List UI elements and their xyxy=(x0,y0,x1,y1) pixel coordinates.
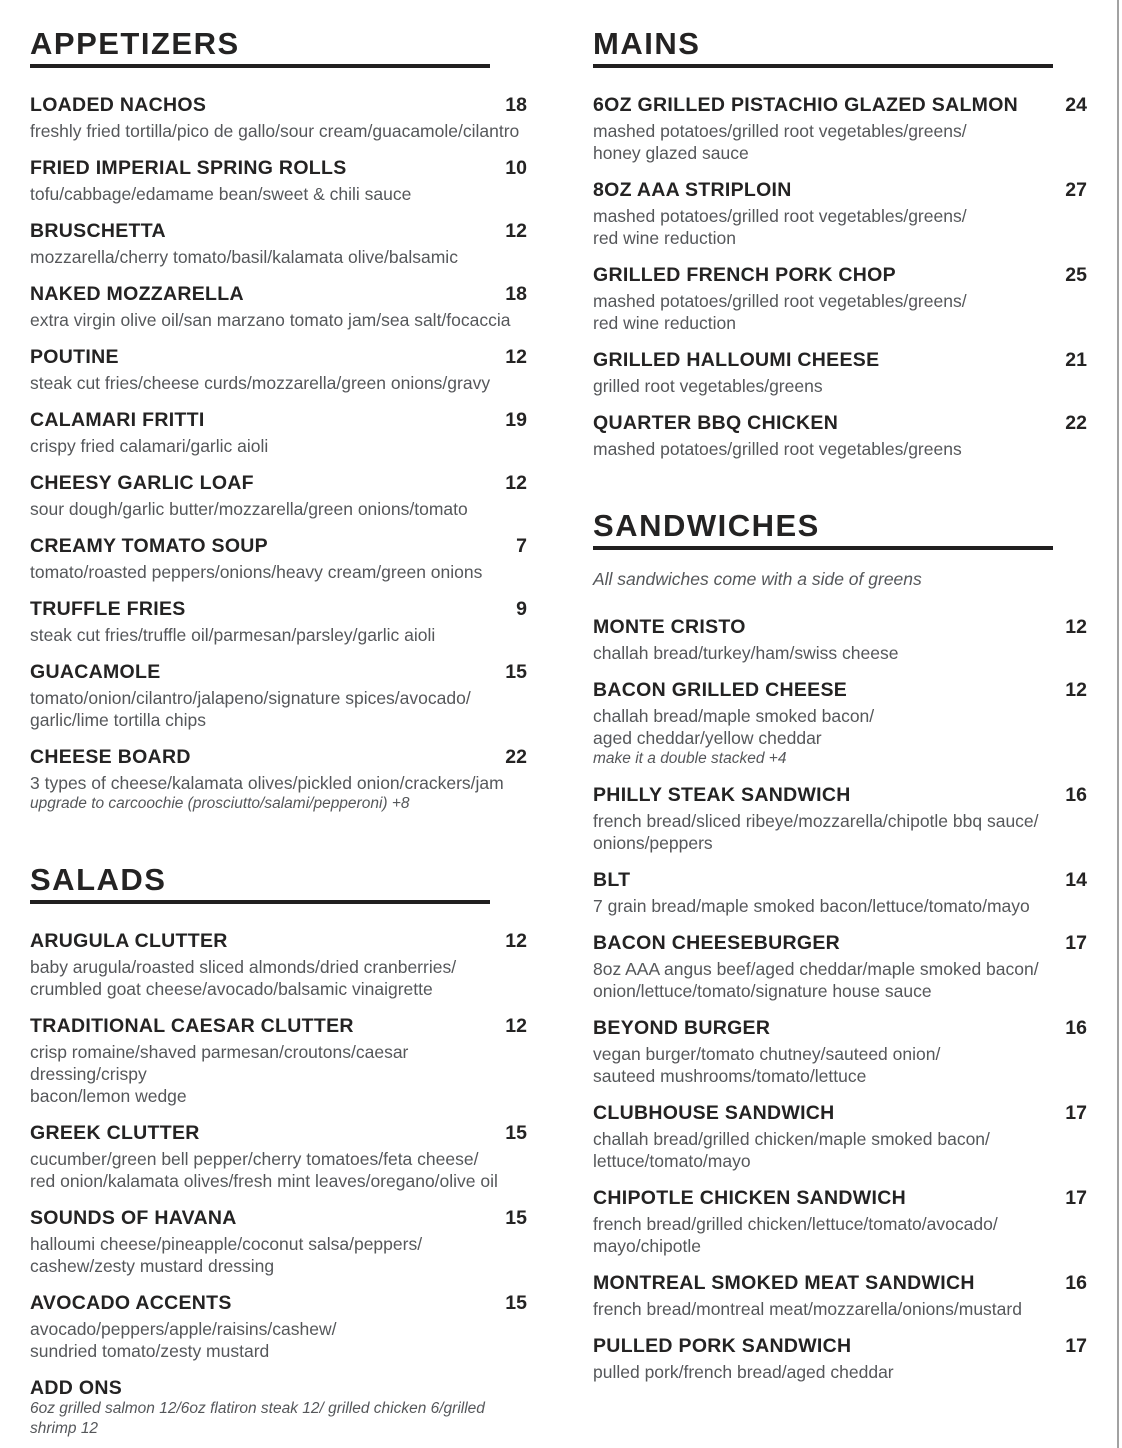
item-header xyxy=(593,349,1087,371)
item-name: NAKED MOZZARELLA xyxy=(30,283,244,305)
item-price: 16 xyxy=(1065,1017,1087,1039)
item-price: 21 xyxy=(1065,349,1087,371)
item-header xyxy=(593,179,1087,201)
item-description-line: bacon/lemon wedge xyxy=(30,1086,187,1106)
item-description xyxy=(30,956,527,1000)
item-name: PULLED PORK SANDWICH xyxy=(593,1335,852,1357)
item-header xyxy=(30,1015,527,1037)
menu-item xyxy=(593,264,1087,334)
item-description xyxy=(593,958,1087,1002)
menu-item xyxy=(593,1272,1087,1320)
menu-item xyxy=(593,616,1087,664)
item-description-line: challah bread/turkey/ham/swiss cheese xyxy=(593,643,899,663)
menu-item xyxy=(30,661,527,731)
menu-section xyxy=(593,510,1087,1383)
item-description xyxy=(593,438,1087,460)
section-items xyxy=(593,616,1087,1383)
menu-item xyxy=(593,349,1087,397)
item-price: 16 xyxy=(1065,1272,1087,1294)
item-description xyxy=(30,183,527,205)
item-name: MONTE CRISTO xyxy=(593,616,746,638)
item-price: 9 xyxy=(516,598,527,620)
item-description-line: french bread/sliced ribeye/mozzarella/chipotle bbq sauce/ xyxy=(593,811,1039,831)
item-price: 24 xyxy=(1065,94,1087,116)
item-header xyxy=(30,1377,527,1399)
menu-item xyxy=(30,1377,527,1439)
item-description xyxy=(593,120,1087,164)
item-price: 15 xyxy=(505,1292,527,1314)
item-description xyxy=(593,810,1087,854)
item-description-line: freshly fried tortilla/pico de gallo/sour cream/guacamole/cilantro xyxy=(30,121,520,141)
item-header xyxy=(593,94,1087,116)
item-price: 12 xyxy=(505,220,527,242)
item-price: 15 xyxy=(505,1122,527,1144)
item-name: PHILLY STEAK SANDWICH xyxy=(593,784,851,806)
item-description xyxy=(30,309,527,331)
item-name: BLT xyxy=(593,869,631,891)
menu-item xyxy=(593,679,1087,769)
item-description-line: grilled root vegetables/greens xyxy=(593,376,823,396)
menu-item xyxy=(30,94,527,142)
item-description xyxy=(593,1361,1087,1383)
item-description-line: aged cheddar/yellow cheddar xyxy=(593,728,822,748)
item-name: LOADED NACHOS xyxy=(30,94,207,116)
item-price: 12 xyxy=(505,472,527,494)
item-header xyxy=(30,1122,527,1144)
item-name: GREEK CLUTTER xyxy=(30,1122,200,1144)
item-name: QUARTER BBQ CHICKEN xyxy=(593,412,839,434)
item-header xyxy=(593,264,1087,286)
item-name: AVOCADO ACCENTS xyxy=(30,1292,232,1314)
item-description-line: mashed potatoes/grilled root vegetables/greens xyxy=(593,439,962,459)
item-name: ARUGULA CLUTTER xyxy=(30,930,228,952)
item-header xyxy=(30,746,527,768)
item-name: TRADITIONAL CAESAR CLUTTER xyxy=(30,1015,354,1037)
item-header xyxy=(593,869,1087,891)
item-price: 18 xyxy=(505,94,527,116)
menu-item xyxy=(593,869,1087,917)
item-name: GUACAMOLE xyxy=(30,661,161,683)
item-description-line: tofu/cabbage/edamame bean/sweet & chili sauce xyxy=(30,184,412,204)
item-description-line: extra virgin olive oil/san marzano tomato jam/sea salt/focaccia xyxy=(30,310,511,330)
item-description xyxy=(593,205,1087,249)
menu-item xyxy=(593,1335,1087,1383)
item-description xyxy=(593,1128,1087,1172)
item-header xyxy=(30,346,527,368)
item-header xyxy=(30,535,527,557)
item-description-line: baby arugula/roasted sliced almonds/dried cranberries/ xyxy=(30,957,457,977)
item-price: 15 xyxy=(505,1207,527,1229)
item-price: 14 xyxy=(1065,869,1087,891)
item-description-line: red onion/kalamata olives/fresh mint leaves/oregano/olive oil xyxy=(30,1171,498,1191)
item-description xyxy=(30,1041,527,1107)
menu-item xyxy=(30,472,527,520)
item-header xyxy=(30,1207,527,1229)
item-header xyxy=(593,616,1087,638)
item-description-line: french bread/montreal meat/mozzarella/onions/mustard xyxy=(593,1299,1022,1319)
item-description-line: mashed potatoes/grilled root vegetables/greens/ xyxy=(593,121,967,141)
item-price: 12 xyxy=(505,1015,527,1037)
item-description-line: steak cut fries/truffle oil/parmesan/parsley/garlic aioli xyxy=(30,625,436,645)
item-header xyxy=(593,1272,1087,1294)
item-header xyxy=(593,784,1087,806)
menu-item xyxy=(593,1187,1087,1257)
section-title: MAINS xyxy=(593,26,701,61)
item-name: MONTREAL SMOKED MEAT SANDWICH xyxy=(593,1272,975,1294)
menu-item xyxy=(30,409,527,457)
item-description xyxy=(593,642,1087,664)
item-description-line: avocado/peppers/apple/raisins/cashew/ xyxy=(30,1319,337,1339)
item-description-line: red wine reduction xyxy=(593,228,736,248)
menu-item xyxy=(30,930,527,1000)
item-description xyxy=(30,1318,527,1362)
item-description-line: lettuce/tomato/mayo xyxy=(593,1151,751,1171)
menu-item xyxy=(30,598,527,646)
item-name: GRILLED FRENCH PORK CHOP xyxy=(593,264,896,286)
item-description xyxy=(593,1298,1087,1320)
item-description-line: onion/lettuce/tomato/signature house sauce xyxy=(593,981,932,1001)
item-description-line: red wine reduction xyxy=(593,313,736,333)
item-description-line: vegan burger/tomato chutney/sauteed onion/ xyxy=(593,1044,941,1064)
menu-item xyxy=(593,784,1087,854)
item-header xyxy=(30,220,527,242)
item-description-line: sauteed mushrooms/tomato/lettuce xyxy=(593,1066,867,1086)
item-description-line: cucumber/green bell pepper/cherry tomatoes/feta cheese/ xyxy=(30,1149,479,1169)
section-title: APPETIZERS xyxy=(30,26,240,61)
item-description-line: crispy fried calamari/garlic aioli xyxy=(30,436,269,456)
item-description-line: tomato/onion/cilantro/jalapeno/signature spices/avocado/ xyxy=(30,688,471,708)
item-price: 25 xyxy=(1065,264,1087,286)
menu-item xyxy=(30,157,527,205)
section-rule xyxy=(593,546,1053,550)
item-name: CLUBHOUSE SANDWICH xyxy=(593,1102,835,1124)
item-description xyxy=(30,498,527,520)
item-name: BACON CHEESEBURGER xyxy=(593,932,841,954)
item-description xyxy=(593,705,1087,749)
item-description xyxy=(593,290,1087,334)
item-fineprint: upgrade to carcoochie (prosciutto/salami/pepperoni) +8 xyxy=(30,795,410,812)
item-description xyxy=(30,435,527,457)
item-description-line: mashed potatoes/grilled root vegetables/greens/ xyxy=(593,291,967,311)
item-header xyxy=(593,1187,1087,1209)
item-description-line: crumbled goat cheese/avocado/balsamic vinaigrette xyxy=(30,979,433,999)
item-description-line: halloumi cheese/pineapple/coconut salsa/peppers/ xyxy=(30,1234,423,1254)
item-description xyxy=(593,375,1087,397)
menu-item xyxy=(30,283,527,331)
menu-item xyxy=(593,94,1087,164)
item-header xyxy=(30,1292,527,1314)
item-description-line: mashed potatoes/grilled root vegetables/greens/ xyxy=(593,206,967,226)
item-header xyxy=(593,679,1087,701)
item-description xyxy=(30,772,527,794)
item-name: TRUFFLE FRIES xyxy=(30,598,186,620)
section-note: All sandwiches come with a side of greens xyxy=(593,569,922,589)
item-description-line: mozzarella/cherry tomato/basil/kalamata olive/balsamic xyxy=(30,247,458,267)
section-items xyxy=(593,94,1087,460)
item-fineprint: 6oz grilled salmon 12/6oz flatiron steak 12/ grilled chicken 6/grilled shrimp 12 xyxy=(30,1400,485,1437)
menu-item xyxy=(593,932,1087,1002)
menu-item xyxy=(30,1015,527,1107)
menu-item xyxy=(593,1017,1087,1087)
item-header xyxy=(30,598,527,620)
page-right-edge xyxy=(1117,0,1119,1448)
menu-item xyxy=(593,1102,1087,1172)
item-name: CHEESY GARLIC LOAF xyxy=(30,472,254,494)
item-price: 19 xyxy=(505,409,527,431)
item-name: 8OZ AAA STRIPLOIN xyxy=(593,179,792,201)
item-description xyxy=(30,624,527,646)
item-description-line: garlic/lime tortilla chips xyxy=(30,710,207,730)
menu-item xyxy=(30,1292,527,1362)
item-name: CREAMY TOMATO SOUP xyxy=(30,535,268,557)
item-description-line: tomato/roasted peppers/onions/heavy cream/green onions xyxy=(30,562,483,582)
item-description xyxy=(593,895,1087,917)
item-price: 12 xyxy=(1065,679,1087,701)
menu-item xyxy=(30,346,527,394)
section-items xyxy=(30,94,527,814)
item-description xyxy=(30,1233,527,1277)
item-description-line: honey glazed sauce xyxy=(593,143,749,163)
section-title: SALADS xyxy=(30,862,167,897)
item-description-line: mayo/chipotle xyxy=(593,1236,701,1256)
item-description-line: french bread/grilled chicken/lettuce/tomato/avocado/ xyxy=(593,1214,998,1234)
item-description-line: cashew/zesty mustard dressing xyxy=(30,1256,275,1276)
item-name: 6OZ GRILLED PISTACHIO GLAZED SALMON xyxy=(593,94,1019,116)
section-rule xyxy=(593,64,1053,68)
item-description xyxy=(30,246,527,268)
item-name: CHIPOTLE CHICKEN SANDWICH xyxy=(593,1187,906,1209)
menu-section xyxy=(593,28,1087,460)
item-header xyxy=(30,94,527,116)
item-description-line: crisp romaine/shaved parmesan/croutons/caesar dressing/crispy xyxy=(30,1042,409,1084)
item-name: BRUSCHETTA xyxy=(30,220,166,242)
item-price: 18 xyxy=(505,283,527,305)
item-price: 17 xyxy=(1065,1187,1087,1209)
item-description-line: sundried tomato/zesty mustard xyxy=(30,1341,270,1361)
menu-item xyxy=(30,1122,527,1192)
item-description xyxy=(30,120,527,142)
item-price: 17 xyxy=(1065,1335,1087,1357)
item-name: BEYOND BURGER xyxy=(593,1017,771,1039)
item-price: 12 xyxy=(505,346,527,368)
item-price: 12 xyxy=(505,930,527,952)
menu-item xyxy=(593,179,1087,249)
item-description-line: 3 types of cheese/kalamata olives/pickled onion/crackers/jam xyxy=(30,773,504,793)
menu-column-right xyxy=(593,28,1087,1383)
item-description xyxy=(593,1043,1087,1087)
section-rule xyxy=(30,64,490,68)
item-price: 17 xyxy=(1065,932,1087,954)
item-header xyxy=(30,157,527,179)
menu-item xyxy=(30,535,527,583)
menu-item xyxy=(30,1207,527,1277)
item-price: 16 xyxy=(1065,784,1087,806)
item-name: SOUNDS OF HAVANA xyxy=(30,1207,237,1229)
item-name: ADD ONS xyxy=(30,1377,123,1399)
menu-section xyxy=(30,28,527,814)
item-fineprint: make it a double stacked +4 xyxy=(593,750,787,767)
item-header xyxy=(30,409,527,431)
item-header xyxy=(593,1017,1087,1039)
item-header xyxy=(593,932,1087,954)
item-price: 17 xyxy=(1065,1102,1087,1124)
item-name: GRILLED HALLOUMI CHEESE xyxy=(593,349,880,371)
section-title: SANDWICHES xyxy=(593,508,820,543)
item-price: 12 xyxy=(1065,616,1087,638)
item-description-line: challah bread/grilled chicken/maple smoked bacon/ xyxy=(593,1129,990,1149)
item-name: CALAMARI FRITTI xyxy=(30,409,205,431)
item-description xyxy=(30,1148,527,1192)
item-header xyxy=(30,930,527,952)
item-price: 22 xyxy=(505,746,527,768)
item-description-line: onions/peppers xyxy=(593,833,713,853)
item-header xyxy=(593,412,1087,434)
menu-item xyxy=(593,412,1087,460)
item-description-line: challah bread/maple smoked bacon/ xyxy=(593,706,875,726)
item-header xyxy=(593,1102,1087,1124)
item-name: POUTINE xyxy=(30,346,119,368)
menu-column-left xyxy=(30,28,527,1439)
item-price: 10 xyxy=(505,157,527,179)
item-description xyxy=(30,687,527,731)
item-description-line: sour dough/garlic butter/mozzarella/green onions/tomato xyxy=(30,499,468,519)
item-description xyxy=(30,561,527,583)
section-rule xyxy=(30,900,490,904)
item-name: CHEESE BOARD xyxy=(30,746,191,768)
item-name: FRIED IMPERIAL SPRING ROLLS xyxy=(30,157,347,179)
item-description-line: pulled pork/french bread/aged cheddar xyxy=(593,1362,894,1382)
item-description xyxy=(593,1213,1087,1257)
item-header xyxy=(30,661,527,683)
menu-item xyxy=(30,746,527,814)
item-price: 27 xyxy=(1065,179,1087,201)
item-description-line: steak cut fries/cheese curds/mozzarella/green onions/gravy xyxy=(30,373,491,393)
item-description-line: 8oz AAA angus beef/aged cheddar/maple smoked bacon/ xyxy=(593,959,1039,979)
item-description xyxy=(30,372,527,394)
menu-item xyxy=(30,220,527,268)
item-price: 15 xyxy=(505,661,527,683)
item-description-line: 7 grain bread/maple smoked bacon/lettuce/tomato/mayo xyxy=(593,896,1030,916)
item-header xyxy=(593,1335,1087,1357)
item-header xyxy=(30,283,527,305)
item-price: 7 xyxy=(516,535,527,557)
menu-section xyxy=(30,864,527,1439)
item-name: BACON GRILLED CHEESE xyxy=(593,679,848,701)
item-price: 22 xyxy=(1065,412,1087,434)
section-items xyxy=(30,930,527,1439)
item-header xyxy=(30,472,527,494)
